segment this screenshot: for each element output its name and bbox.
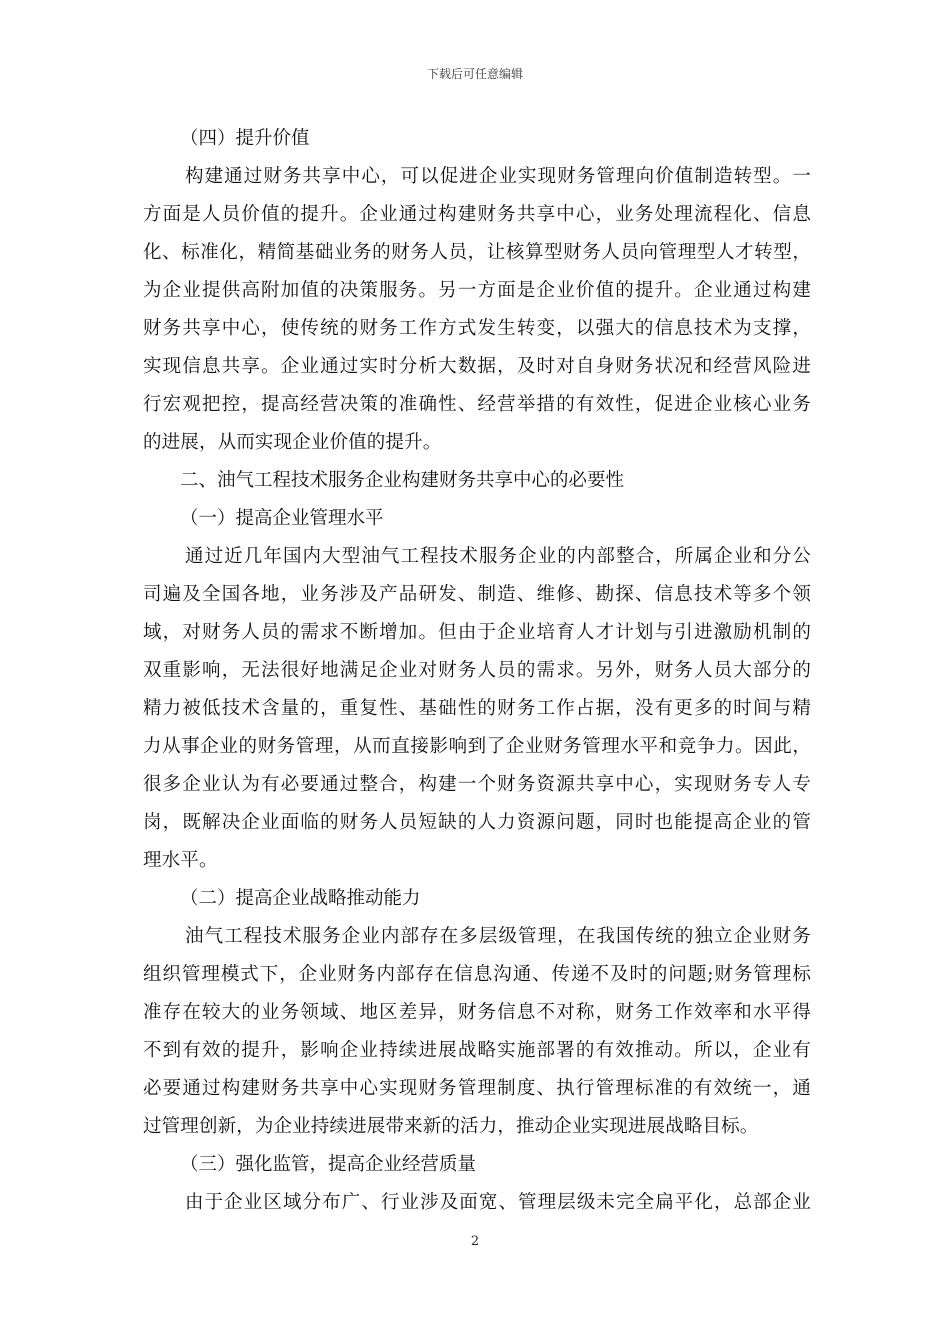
subheading-two: （二）提高企业战略推动能力	[180, 888, 421, 909]
text-line: 司遍及全国各地，业务涉及产品研发、制造、维修、勘探、信息技术等多个领	[143, 584, 811, 605]
text-line: 化、标准化，精简基础业务的财务人员，让核算型财务人员向管理型人才转型，	[143, 242, 811, 263]
paragraph-three	[143, 1184, 811, 1222]
document-body	[143, 120, 811, 1222]
text-line: 实现信息共享。企业通过实时分析大数据，及时对自身财务状况和经营风险进	[143, 356, 811, 377]
subheading-four: （四）提升价值	[180, 128, 310, 149]
text-line: 域，对财务人员的需求不断增加。但由于企业培育人才计划与引进激励机制的	[143, 622, 811, 643]
text-line: 方面是人员价值的提升。企业通过构建财务共享中心，业务处理流程化、信息	[143, 204, 811, 225]
text-line: 油气工程技术服务企业内部存在多层级管理，在我国传统的独立企业财务	[185, 926, 811, 947]
text-line: 精力被低技术含量的，重复性、基础性的财务工作占据，没有更多的时间与精	[143, 698, 811, 719]
text-line: 很多企业认为有必要通过整合，构建一个财务资源共享中心，实现财务专人专	[143, 774, 811, 795]
section-heading-two: 二、油气工程技术服务企业构建财务共享中心的必要性	[180, 470, 625, 491]
text-line: 过管理创新，为企业持续进展带来新的活力，推动企业实现进展战略目标。	[143, 1116, 759, 1137]
text-line: 通过近几年国内大型油气工程技术服务企业的内部整合，所属企业和分公	[185, 546, 811, 567]
subheading-three: （三）强化监管，提高企业经营质量	[180, 1154, 477, 1175]
paragraph-one	[143, 538, 811, 880]
page-number: 2	[470, 1234, 480, 1249]
text-line: 行宏观把控，提高经营决策的准确性、经营举措的有效性，促进企业核心业务	[143, 394, 811, 415]
text-line: 为企业提供高附加值的决策服务。另一方面是企业价值的提升。企业通过构建	[143, 280, 811, 301]
text-line: 理水平。	[143, 850, 218, 871]
text-line: 组织管理模式下，企业财务内部存在信息沟通、传递不及时的问题;财务管理标	[143, 964, 811, 985]
page-header: 下载后可任意编辑	[426, 67, 523, 81]
text-line: 准存在较大的业务领域、地区差异，财务信息不对称，财务工作效率和水平得	[143, 1002, 811, 1023]
text-line: 不到有效的提升，影响企业持续进展战略实施部署的有效推动。所以，企业有	[143, 1040, 811, 1061]
text-line: 力从事企业的财务管理，从而直接影响到了企业财务管理水平和竞争力。因此，	[143, 736, 811, 757]
paragraph-four	[143, 158, 811, 462]
text-line: 由于企业区域分布广、行业涉及面宽、管理层级未完全扁平化，总部企业	[185, 1192, 811, 1213]
text-line: 双重影响，无法很好地满足企业对财务人员的需求。另外，财务人员大部分的	[143, 660, 811, 681]
text-line: 的进展，从而实现企业价值的提升。	[143, 432, 442, 453]
text-line: 财务共享中心，使传统的财务工作方式发生转变，以强大的信息技术为支撑，	[143, 318, 811, 339]
text-line: 必要通过构建财务共享中心实现财务管理制度、执行管理标准的有效统一，通	[143, 1078, 811, 1099]
text-line: 构建通过财务共享中心，可以促进企业实现财务管理向价值制造转型。一	[185, 166, 811, 187]
text-line: 岗，既解决企业面临的财务人员短缺的人力资源问题，同时也能提高企业的管	[143, 812, 811, 833]
paragraph-two	[143, 918, 811, 1146]
subheading-one: （一）提高企业管理水平	[180, 508, 384, 529]
